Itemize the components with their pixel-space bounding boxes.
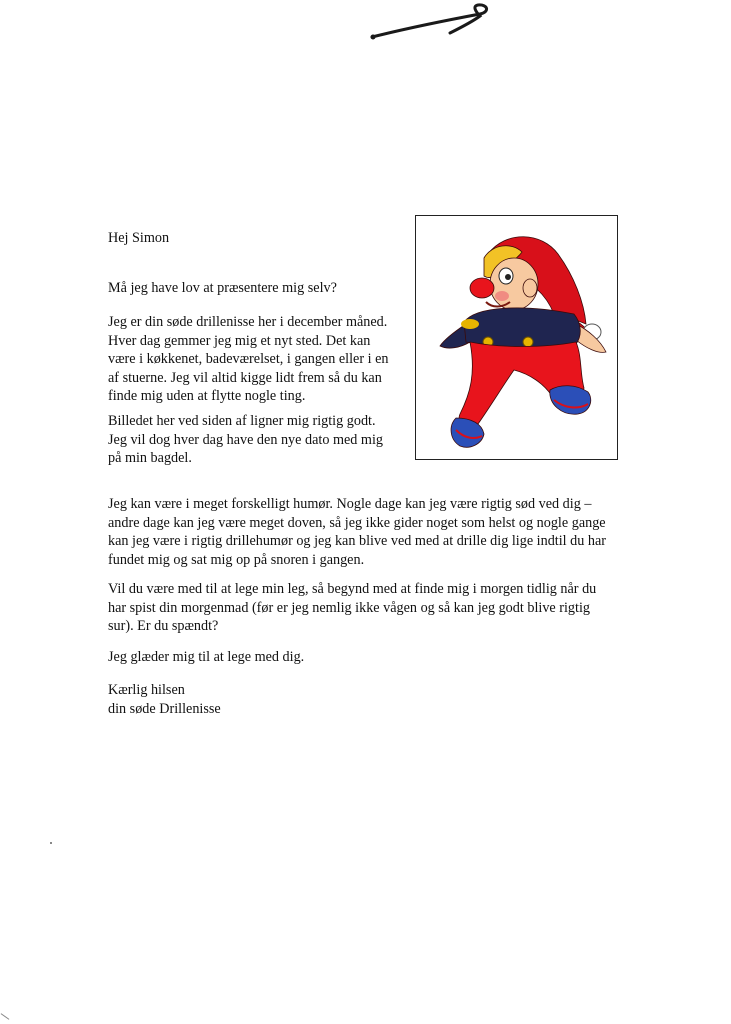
letter-paragraph-3 <box>108 412 383 468</box>
letter-paragraph-2 <box>108 313 389 406</box>
text-line: Jeg er din søde drillenisse her i december måned. <box>108 314 388 330</box>
letter-paragraph-5 <box>108 580 596 636</box>
text-line: andre dage kan jeg være meget doven, så jeg ikke gider noget som helst og nogle gange <box>108 514 606 531</box>
text-line: på min bagdel. <box>108 450 192 467</box>
letter-paragraph-4 <box>108 495 606 569</box>
letter-paragraph-6 <box>108 648 304 667</box>
scan-speck <box>50 842 52 844</box>
text-line: Hver dag gemmer jeg mig et nyt sted. Det kan <box>108 332 371 349</box>
text-line: Jeg vil dog hver dag have den nye dato med mig <box>108 431 384 448</box>
closing-line: Kærlig hilsen <box>108 682 185 698</box>
text-line: har spist din morgenmad (før er jeg nemlig ikke vågen og så kan jeg godt blive rigtig <box>108 599 591 616</box>
hanging-string-mark <box>368 0 498 44</box>
text-line: Vil du være med til at lege min leg, så begynd med at finde mig i morgen tidlig når du <box>108 581 597 597</box>
text-line: Jeg glæder mig til at lege med dig. <box>108 649 305 665</box>
text-line: fundet mig og sat mig op på snoren i gangen. <box>108 551 365 568</box>
text-line: finde mig uden at flytte nogle ting. <box>108 388 306 405</box>
text-line: kan jeg være i rigtig drillehumør og jeg kan blive ved med at drille dig lige indtil du har <box>108 533 607 550</box>
signature-line: din søde Drillenisse <box>108 700 221 717</box>
text-line: Jeg kan være i meget forskelligt humør. Nogle dage kan jeg være rigtig sød ved dig – <box>108 496 592 512</box>
text-line: af stuerne. Jeg vil altid kigge lidt frem så du kan <box>108 369 382 386</box>
letter-closing <box>108 681 221 718</box>
letter-greeting: Hej Simon <box>108 230 170 246</box>
text-line: være i køkkenet, badeværelset, i gangen eller i en <box>108 351 389 368</box>
scan-speck <box>1 1013 10 1020</box>
text-line: sur). Er du spændt? <box>108 618 219 635</box>
nisse-picture-frame <box>415 215 618 460</box>
text-line: Billedet her ved siden af ligner mig rigtig godt. <box>108 413 376 429</box>
elf-nisse-illustration-icon <box>426 224 608 456</box>
letter-paragraph-1 <box>108 279 337 298</box>
text-line: Må jeg have lov at præsentere mig selv? <box>108 280 337 296</box>
